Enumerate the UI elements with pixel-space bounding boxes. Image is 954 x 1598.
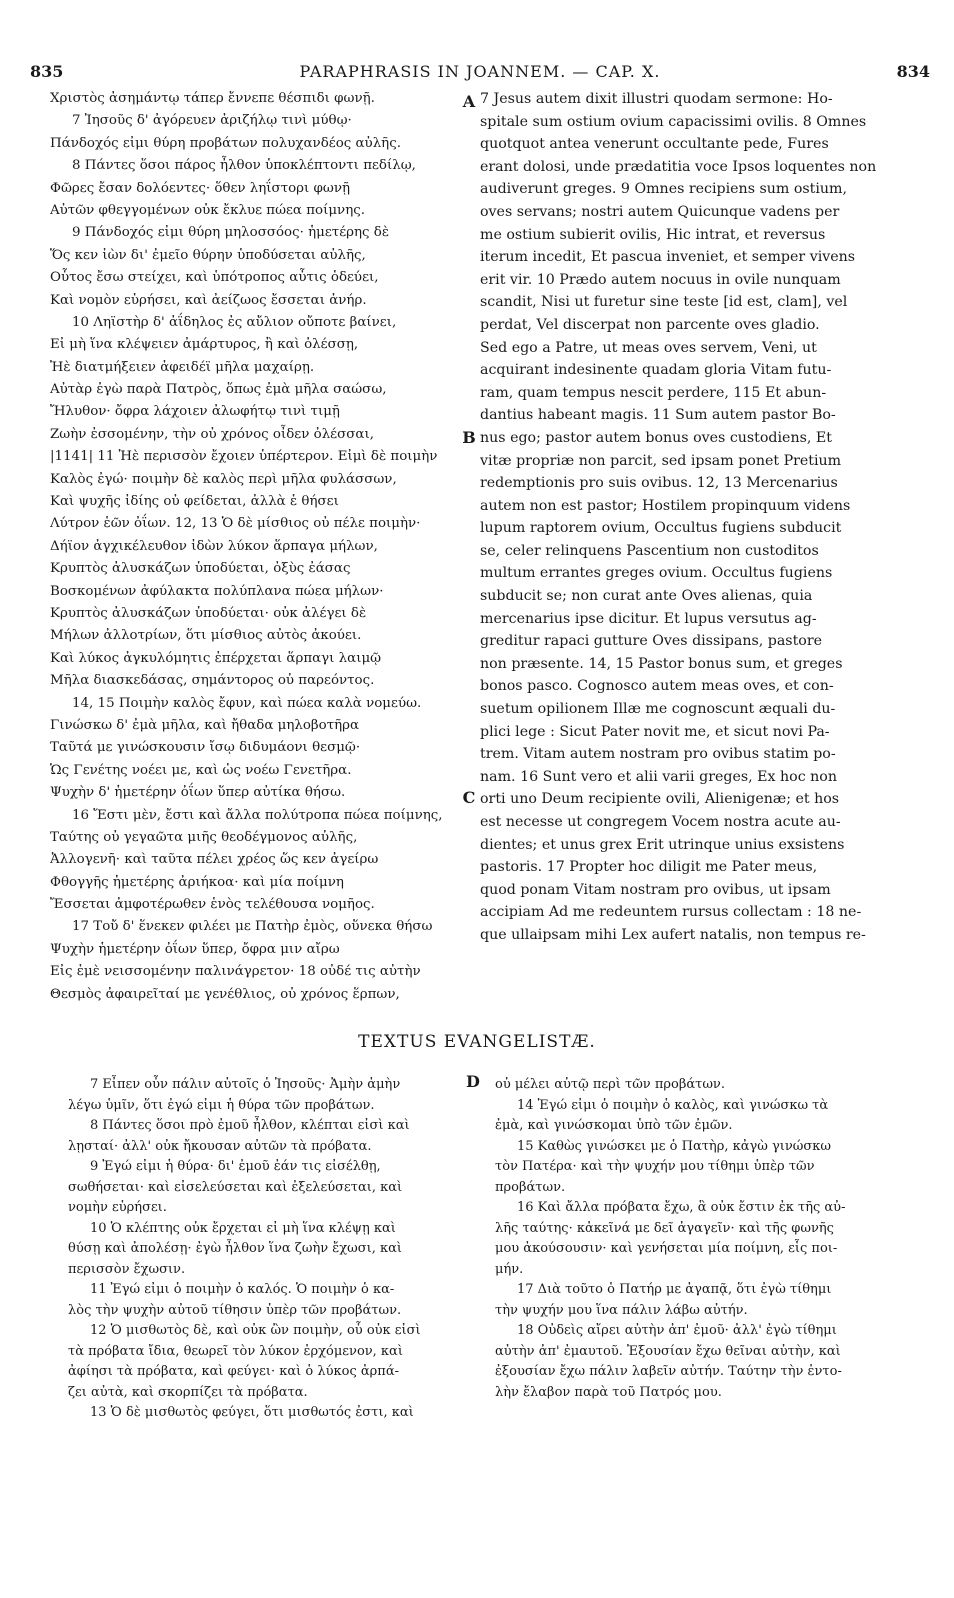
gospel-verse-line: ἐξουσίαν ἔχω πάλιν λαβεῖν αὐτήν. Ταύτην τὴν ἐντο- — [495, 1364, 842, 1379]
gospel-verse-line: τὰ πρόβατα ἴδια, θεωρεῖ τὸν λύκον ἐρχόμενον, καὶ — [68, 1343, 403, 1359]
latin-verse-line: orti uno Deum recipiente ovili, Alienigenæ; et hos — [480, 791, 840, 808]
latin-verse-line: se, celer relinquens Pascentium non custoditos — [480, 542, 819, 559]
gospel-verse-line: ζει αὐτὰ, καὶ σκορπίζει τὰ πρόβατα. — [68, 1384, 308, 1400]
greek-verse-line: Φῶρες ἔσαν δολόεντες· ὅθεν ληΐστορι φωνῇ — [50, 180, 351, 196]
greek-verse-line: Κρυπτὸς ἀλυσκάζων ὑποδύεται, ὀξὺς ἐάσας — [50, 561, 351, 577]
greek-verse-line: Μῆλα διασκεδάσας, σημάντορος οὐ παρεόντος. — [50, 673, 375, 689]
gospel-verse-line: λὸς τὴν ψυχὴν αὐτοῦ τίθησιν ὑπὲρ τῶν προβάτων. — [68, 1302, 402, 1318]
latin-verse-line: audiverunt greges. 9 Omnes recipiens sum ostium, — [480, 181, 848, 198]
gospel-verse-line: λῆς ταύτης· κἀκεῖνά με δεῖ ἀγαγεῖν· καὶ τῆς φωνῆς — [495, 1220, 834, 1236]
greek-verse-line: Πάνδοχός εἰμι θύρη προβάτων πολυχανδέος αὐλῆς. — [50, 135, 401, 151]
latin-verse-line: bonos pasco. Cognosco autem meas oves, et con- — [480, 678, 834, 695]
greek-verse-line: 10 Ληϊστὴρ δ' ἀΐδηλος ἐς αὔλιον οὔποτε βαίνει, — [72, 314, 397, 330]
latin-verse-line: autem non est pastor; Hostilem propinquum videns — [480, 497, 851, 514]
greek-verse-line: Ἀλλογενῆ· καὶ ταῦτα πέλει χρέος ὥς κεν ἀγείρω — [50, 852, 379, 868]
latin-verse-line: subducit se; non curat ante Oves alienas, quia — [480, 588, 813, 605]
greek-verse-line: Καὶ λύκος ἀγκυλόμητις ἐπέρχεται ἅρπαγι λαιμῷ — [50, 650, 382, 666]
latin-verse-line: non præsente. 14, 15 Pastor bonus sum, et greges — [480, 655, 843, 672]
latin-verse-line: dantius habeant magis. 11 Sum autem pastor Bo- — [480, 407, 836, 424]
latin-verse-line: trem. Vitam autem nostram pro ovibus statim po- — [480, 746, 836, 763]
gospel-verse-line: 8 Πάντες ὅσοι πρὸ ἐμοῦ ἦλθον, κλέπται εἰσὶ καὶ — [90, 1118, 410, 1133]
gospel-verse-line: λῃσταί· ἀλλ' οὐκ ἤκουσαν αὐτῶν τὰ πρόβατα. — [68, 1138, 372, 1154]
greek-verse-line: Γινώσκω δ' ἐμὰ μῆλα, καὶ ἤθαδα μηλοβοτῆρα — [50, 717, 360, 733]
greek-paraphrase-column — [50, 88, 470, 1006]
latin-verse-line: mercenarius ipse dicitur. Et lupus versutus ag- — [480, 610, 817, 627]
section-title: TEXTUS EVANGELISTÆ. — [358, 1032, 596, 1052]
gospel-verse-line: 16 Καὶ ἄλλα πρόβατα ἔχω, ἃ οὐκ ἔστιν ἐκ τῆς αὐ- — [517, 1200, 846, 1215]
latin-verse-line: acquirant indesinente quadam gloria Vitam futu- — [480, 362, 832, 379]
latin-verse-line: perdat, Vel discerpat non parcente oves gladio. — [480, 316, 820, 333]
gospel-verse-line: περισσὸν ἔχωσιν. — [68, 1261, 186, 1277]
gospel-verse-line: 17 Διὰ τοῦτο ὁ Πατήρ με ἀγαπᾷ, ὅτι ἐγὼ τίθημι — [517, 1282, 832, 1297]
latin-verse-line: erit vir. 10 Prædo autem nocuus in ovile nunquam — [480, 271, 841, 288]
gospel-verse-line: προβάτων. — [495, 1179, 566, 1195]
gospel-verse-line: νομὴν εὑρήσει. — [68, 1200, 167, 1215]
greek-verse-line: Εἰς ἐμὲ νεισσομένην παλινάγρετον· 18 οὐδέ τις αὐτὴν — [50, 964, 421, 980]
latin-verse-line: scandit, Nisi ut furetur sine teste [id est, clam], vel — [480, 294, 848, 311]
gospel-verse-line: σωθήσεται· καὶ εἰσελεύσεται καὶ ἐξελεύσεται, καὶ — [68, 1179, 403, 1195]
gospel-verse-line: θύσῃ καὶ ἀπολέσῃ· ἐγὼ ἦλθον ἵνα ζωὴν ἔχωσι, καὶ — [68, 1241, 402, 1256]
gospel-verse-line: αὐτὴν ἀπ' ἐμαυτοῦ. Ἐξουσίαν ἔχω θεῖναι αὐτὴν, καὶ — [495, 1343, 841, 1359]
latin-verse-line: greditur rapaci gutture Oves dissipans, pastore — [480, 633, 823, 650]
greek-verse-line: Ταύτης οὐ γεγαῶτα μιῆς θεοδέγμονος αὐλῆς, — [50, 829, 358, 845]
gospel-verse-line: λέγω ὑμῖν, ὅτι ἐγώ εἰμι ἡ θύρα τῶν προβάτων. — [68, 1097, 375, 1113]
latin-verse-line: spitale sum ostium ovium capacissimi ovilis. 8 Omnes — [480, 113, 867, 130]
gospel-verse-line: 18 Οὐδεὶς αἴρει αὐτὴν ἀπ' ἐμοῦ· ἀλλ' ἐγὼ τίθημι — [517, 1323, 837, 1338]
greek-verse-line: Καλὸς ἐγώ· ποιμὴν δὲ καλὸς περὶ μῆλα φυλάσσων, — [50, 471, 397, 487]
greek-verse-line: |1141| 11 Ἠὲ περισσὸν ἔχοιεν ὑπέρτερον. Εἰμὶ δὲ ποιμὴν — [50, 449, 438, 465]
latin-verse-line: erant dolosi, unde prædatitia voce Ipsos loquentes non — [480, 158, 877, 175]
greek-verse-line: Ὅς κεν ἰὼν δι' ἐμεῖο θύρην ὑποδύσεται αὐλῆς, — [50, 247, 366, 263]
gospel-verse-line: μου ἀκούσουσιν· καὶ γενήσεται μία ποίμνη, εἷς ποι- — [495, 1241, 838, 1256]
latin-verse-line: dientes; et unus grex Erit utrinque unius exsistens — [480, 836, 845, 853]
gospel-verse-line: 10 Ὁ κλέπτης οὐκ ἔρχεται εἰ μὴ ἵνα κλέψῃ καὶ — [90, 1220, 396, 1236]
greek-verse-line: Οὗτος ἔσω στείχει, καὶ ὑπότροπος αὖτις ὁδεύει, — [50, 270, 379, 286]
latin-verse-line: 7 Jesus autem dixit illustri quodam sermone: Ho- — [480, 91, 833, 107]
gospel-verse-line: 13 Ὁ δὲ μισθωτὸς φεύγει, ὅτι μισθωτός ἐστι, καὶ — [90, 1405, 414, 1420]
greek-verse-line: Θεσμὸς ἀφαιρεῖταί με γενέθλιος, οὐ χρόνος ἕρπων, — [50, 986, 400, 1002]
greek-verse-line: Λύτρον ἑῶν ὀΐων. 12, 13 Ὁ δὲ μίσθιος οὐ πέλε ποιμὴν· — [50, 516, 421, 532]
gospel-verse-line: μήν. — [495, 1261, 524, 1277]
right-page-number: 834 — [896, 62, 930, 81]
gospel-verse-line: λὴν ἔλαβον παρὰ τοῦ Πατρός μου. — [495, 1384, 722, 1400]
margin-marker-d: D — [466, 1072, 480, 1091]
greek-verse-line: Αὐτὰρ ἐγὼ παρὰ Πατρὸς, ὅπως ἐμὰ μῆλα σαώσω, — [50, 382, 387, 398]
latin-verse-line: nam. 16 Sunt vero et alii varii greges, Ex hoc non — [480, 768, 837, 785]
latin-verse-line: iterum incedit, Et pascua inveniet, et semper vivens — [480, 249, 856, 266]
greek-verse-line: Ἔσσεται ἀμφοτέρωθεν ἑνὸς τελέθουσα νομῆος. — [50, 897, 375, 913]
latin-verse-line: nus ego; pastor autem bonus oves custodiens, Et — [480, 429, 832, 446]
greek-verse-line: 16 Ἔστι μὲν, ἔστι καὶ ἄλλα πολύτροπα πώεα ποίμνης, — [72, 807, 443, 823]
latin-verse-line: lupum raptorem ovium, Occultus fugiens subducit — [480, 520, 842, 537]
latin-verse-line: Sed ego a Patre, ut meas oves servem, Veni, ut — [480, 339, 817, 356]
gospel-verse-line: 9 Ἐγώ εἰμι ἡ θύρα· δι' ἐμοῦ ἐάν τις εἰσέλθῃ, — [90, 1159, 381, 1174]
gospel-verse-line: 14 Ἐγώ εἰμι ὁ ποιμὴν ὁ καλὸς, καὶ γινώσκω τὰ — [517, 1097, 829, 1113]
gospel-verse-line: οὐ μέλει αὐτῷ περὶ τῶν προβάτων. — [495, 1077, 725, 1092]
greek-verse-line: 14, 15 Ποιμὴν καλὸς ἔφυν, καὶ πώεα καλὰ νομεύω. — [72, 695, 422, 711]
greek-verse-line: Καὶ ψυχῆς ἰδίης οὐ φείδεται, ἀλλὰ ἑ θήσει — [50, 494, 339, 510]
greek-verse-line: Αὐτῶν φθεγγομένων οὐκ ἔκλυε πώεα ποίμνης. — [50, 202, 365, 218]
left-page-number: 835 — [30, 62, 64, 81]
latin-verse-line: multum errantes greges ovium. Occultus fugiens — [480, 565, 833, 582]
gospel-verse-line: τὸν Πατέρα· καὶ τὴν ψυχήν μου τίθημι ὑπὲρ τῶν — [495, 1159, 815, 1174]
greek-verse-line: Εἰ μὴ ἵνα κλέψειεν ἀμάρτυρος, ἢ καὶ ὀλέσσῃ, — [50, 337, 359, 353]
latin-verse-line: quod ponam Vitam nostram pro ovibus, ut ipsam — [480, 881, 831, 898]
gospel-verse-line: 7 Εἶπεν οὖν πάλιν αὐτοῖς ὁ Ἰησοῦς· Ἀμὴν ἀμὴν — [90, 1077, 401, 1092]
margin-marker-a: A — [462, 92, 476, 111]
latin-verse-line: vitæ propriæ non parcit, sed ipsam ponet Pretium — [480, 452, 842, 469]
greek-verse-line: 17 Τοὔ δ' ἕνεκεν φιλέει με Πατὴρ ἐμὸς, οὕνεκα θήσω — [72, 919, 433, 935]
latin-verse-line: plici lege : Sicut Pater novit me, et sicut novi Pa- — [480, 723, 830, 740]
greek-verse-line: Χριστὸς ἀσημάντῳ τάπερ ἔννεπε θέσπιδι φωνῇ. — [50, 91, 375, 106]
gospel-text-right-column — [495, 1075, 895, 1403]
greek-verse-line: Ψυχὴν ἡμετέρην ὀΐων ὕπερ, ὄφρα μιν αἴρω — [50, 941, 340, 957]
greek-verse-line: Ἠὲ διατμήξειεν ἀφειδέϊ μῆλα μαχαίρῃ. — [50, 359, 315, 375]
latin-verse-line: est necesse ut congregem Vocem nostra acute au- — [480, 814, 841, 830]
greek-verse-line: Ψυχὴν δ' ἡμετέρην ὀΐων ὕπερ αὐτίκα θήσω. — [50, 785, 346, 801]
greek-verse-line: Ζωὴν ἐσσομένην, τὴν οὐ χρόνος οἶδεν ὀλέσσαι, — [50, 426, 374, 442]
gospel-verse-line: 12 Ὁ μισθωτὸς δὲ, καὶ οὐκ ὢν ποιμὴν, οὗ οὐκ εἰσὶ — [90, 1323, 421, 1338]
greek-verse-line: Ὡς Γενέτης νοέει με, καὶ ὡς νοέω Γενετῆρα. — [50, 762, 352, 778]
latin-verse-line: me ostium subierit ovilis, Hic intrat, et reversus — [480, 226, 826, 243]
greek-verse-line: Βοσκομένων ἀφύλακτα πολύπλανα πώεα μήλων· — [50, 583, 384, 599]
greek-verse-line: Δήϊον ἀγχικέλευθον ἰδὼν λύκον ἅρπαγα μήλων, — [50, 538, 378, 554]
latin-verse-line: suetum opilionem Illæ me cognoscunt æquali du- — [480, 701, 836, 718]
latin-verse-line: ram, quam tempus nescit perdere, 115 Et abun- — [480, 384, 827, 401]
greek-verse-line: Καὶ νομὸν εὑρήσει, καὶ ἀείζωος ἔσσεται ἀνήρ. — [50, 292, 367, 308]
page-header — [30, 62, 930, 86]
latin-verse-line: que ullaipsam mihi Lex aufert natalis, non tempus re- — [480, 926, 866, 943]
greek-verse-line: Φθογγῆς ἡμετέρης ἀριήκοα· καὶ μία ποίμνη — [50, 874, 344, 890]
margin-marker-b: B — [462, 428, 476, 447]
running-title: PARAPHRASIS IN JOANNEM. — CAP. X. — [299, 62, 661, 81]
gospel-verse-line: 15 Καθὼς γινώσκει με ὁ Πατὴρ, κἀγὼ γινώσκω — [517, 1138, 831, 1154]
gospel-verse-line: 11 Ἐγώ εἰμι ὁ ποιμὴν ὁ καλός. Ὁ ποιμὴν ὁ κα- — [90, 1282, 395, 1297]
latin-translation-column — [480, 88, 880, 947]
greek-verse-line: Μήλων ἀλλοτρίων, ὅτι μίσθιος αὐτὸς ἀκούει. — [50, 628, 362, 644]
greek-verse-line: 9 Πάνδοχός εἰμι θύρη μηλοσσόος· ἡμετέρης δὲ — [72, 225, 390, 241]
latin-verse-line: accipiam Ad me redeuntem rursus collectam : 18 ne- — [480, 904, 862, 921]
greek-verse-line: 7 Ἰησοῦς δ' ἀγόρευεν ἀριζήλῳ τινὶ μύθῳ· — [72, 113, 352, 129]
greek-verse-line: Κρυπτὸς ἀλυσκάζων ὑποδύεται· οὐκ ἀλέγει δὲ — [50, 605, 367, 621]
margin-marker-c: C — [462, 788, 476, 807]
latin-verse-line: quotquot antea venerunt occultante pede, Fures — [480, 136, 829, 153]
latin-verse-line: pastoris. 17 Propter hoc diligit me Pater meus, — [480, 859, 818, 876]
latin-verse-line: oves servans; nostri autem Quicunque vadens per — [480, 203, 840, 220]
greek-verse-line: 8 Πάντες ὅσοι πάρος ἦλθον ὑποκλέπτοντι πεδίλῳ, — [72, 158, 416, 174]
greek-verse-line: Ταῦτά με γινώσκουσιν ἴσῳ διδυμάονι θεσμῷ· — [50, 740, 361, 756]
gospel-verse-line: ἐμὰ, καὶ γινώσκομαι ὑπὸ τῶν ἐμῶν. — [495, 1118, 733, 1133]
gospel-verse-line: τὴν ψυχήν μου ἵνα πάλιν λάβω αὐτήν. — [495, 1302, 748, 1318]
latin-verse-line: redemptionis pro suis ovibus. 12, 13 Mercenarius — [480, 475, 838, 492]
gospel-text-left-column — [68, 1075, 468, 1424]
gospel-verse-line: ἀφίησι τὰ πρόβατα, καὶ φεύγει· καὶ ὁ λύκος ἁρπά- — [68, 1364, 399, 1379]
greek-verse-line: Ἤλυθον· ὄφρα λάχοιεν ἀλωφήτῳ τινὶ τιμῇ — [50, 404, 340, 420]
